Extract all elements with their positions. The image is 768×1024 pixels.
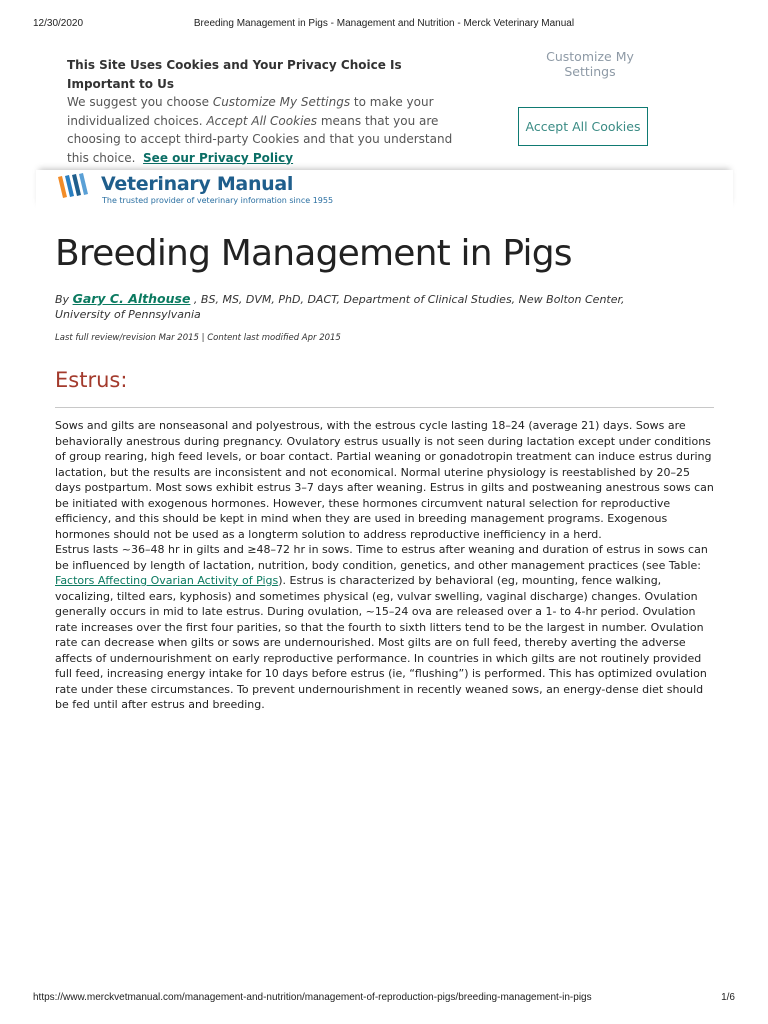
cookie-banner: [35, 46, 735, 164]
cookie-message: [67, 56, 467, 167]
cookie-text-em-1: Customize My Settings: [212, 95, 351, 109]
paragraph-2-end: ). Estrus is characterized by behavioral (eg, mounting, fence walking, vocalizing, tilted ears, kyphosis) and sometimes physical (eg, vulvar swelling, vaginal discharge) changes. Ovulation generally occurs in mid to late estrus. During ovulation, ~15–24 ova are released over a 1- to 4-hr period. Ovulation rate increases over the first four parities, so that the fourth to sixth litters tend to be the largest in number. Ovulation rate can decrease when gilts or sows are undernourished. Most gilts are on full feed, thereby averting the adverse affects of undernourishment on early reproductive performance. In countries in which gilts are not routinely provided full feed, increasing energy intake for 10 days before estrus (ie, “flushing”) is performed. This has optimized ovulation rate under these circumstances. To prevent undernourishment in recently weaned sows, an energy-dense diet should be fed until after estrus and breeding.: [55, 574, 707, 711]
review-date: Last full review/revision Mar 2015 | Content last modified Apr 2015: [55, 333, 341, 343]
cookie-text-em-2: Accept All Cookies: [206, 113, 318, 128]
cookie-text-1: We suggest you choose: [67, 95, 213, 109]
author-link[interactable]: Gary C. Althouse: [72, 291, 191, 306]
ovarian-activity-table-link[interactable]: Factors Affecting Ovarian Activity of Pigs: [55, 574, 279, 587]
byline: [55, 291, 675, 322]
print-date: 12/30/2020: [33, 18, 84, 29]
author-credentials: , BS, MS, DVM, PhD, DACT, Department of Clinical Studies, New Bolton Center, University of Pennsylvania: [55, 293, 625, 321]
by-label: By: [55, 293, 73, 306]
print-page-title: Breeding Management in Pigs - Management and Nutrition - Merck Veterinary Manual: [193, 18, 575, 29]
section-title-estrus: Estrus:: [55, 368, 128, 392]
site-header: [36, 170, 733, 210]
site-logo-title[interactable]: Veterinary Manual: [101, 173, 294, 195]
article-body: [55, 418, 715, 713]
cookie-text-3: means that you are choosing to accept third-party Cookies and that you understand this choice.: [67, 113, 453, 165]
privacy-policy-link[interactable]: See our Privacy Policy: [143, 150, 294, 165]
book-spines-icon[interactable]: [56, 173, 92, 199]
section-divider: [55, 407, 714, 408]
print-url: https://www.merckvetmanual.com/management-and-nutrition/management-of-reproduction-pigs/breeding-management-in-pigs: [33, 992, 592, 1003]
paragraph-2-start: Estrus lasts ~36–48 hr in gilts and ≥48–72 hr in sows. Time to estrus after weaning and duration of estrus in sows can be influenced by length of lactation, nutrition, body condition, genetics, and other management practices (see Table:: [55, 543, 708, 572]
customize-settings-button[interactable]: Customize My Settings: [546, 49, 634, 79]
cookie-text-2: to make your individualized choices.: [67, 95, 434, 128]
article-title: Breeding Management in Pigs: [55, 233, 572, 274]
site-tagline: The trusted provider of veterinary information since 1955: [102, 196, 334, 205]
page-number: 1/6: [721, 992, 735, 1003]
paragraph-1: Sows and gilts are nonseasonal and polyestrous, with the estrous cycle lasting 18–24 (average 21) days. Sows are behaviorally anestrous during pregnancy. Ovulatory estrus usually is not seen during lactation except under conditions of group rearing, high feed levels, or boar contact. Partial weaning or gonadotropin treatment can induce estrus during lactation, but the results are inconsistent and not economical. Normal uterine physiology is reestablished by 20–25 days postpartum. Most sows exhibit estrus 3–7 days after weaning. Estrus in gilts and postweaning anestrous sows can be initiated with exogenous hormones. However, these hormones circumvent natural selection for reproductive efficiency, and this should be kept in mind when they are used in breeding management programs. Exogenous hormones should not be used as a longterm solution to address reproductive inefficiency in a herd.: [55, 419, 714, 541]
paragraph-2: [55, 542, 715, 713]
cookie-title: This Site Uses Cookies and Your Privacy Choice Is Important to Us: [67, 58, 402, 91]
accept-all-cookies-button[interactable]: Accept All Cookies: [518, 107, 648, 146]
